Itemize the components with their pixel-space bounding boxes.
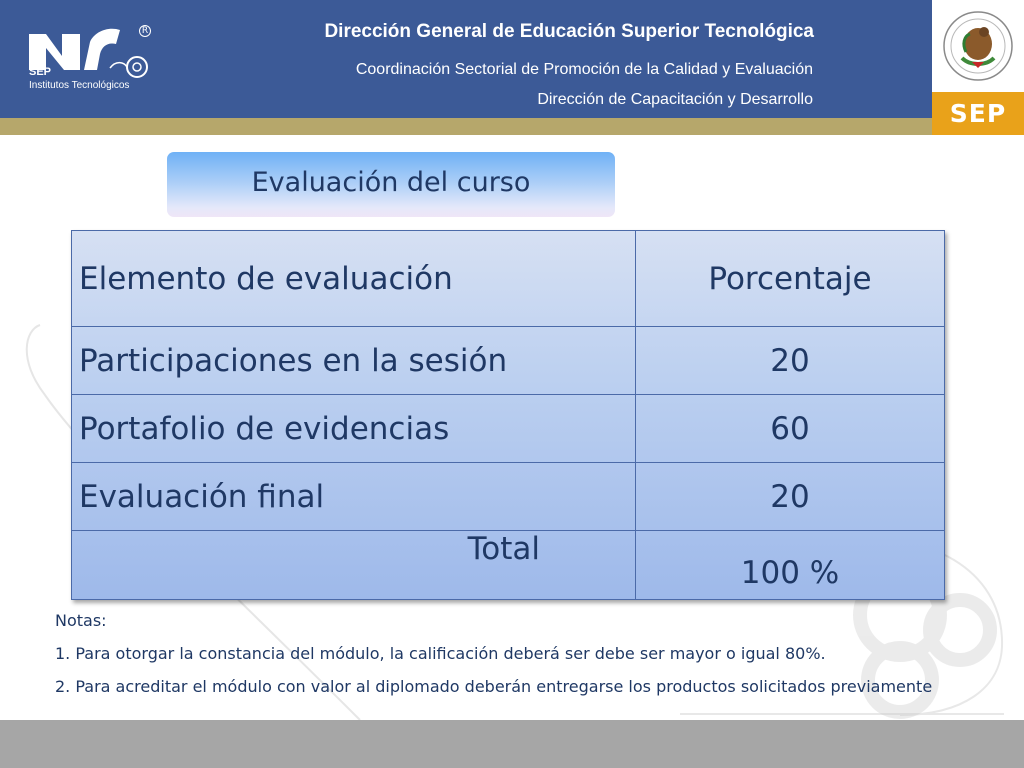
table-row — [72, 395, 945, 463]
row-label: Participaciones en la sesión — [72, 327, 636, 395]
table-total-row — [72, 531, 945, 600]
logo-subtitle: Institutos Tecnológicos — [29, 80, 130, 91]
note-item: 1. Para otorgar la constancia del módulo, la calificación deberá ser debe ser mayor o igual 80%. — [55, 644, 826, 663]
evaluation-table-grid — [71, 230, 945, 600]
header-subtitle-2: Dirección de Capacitación y Desarrollo — [537, 91, 813, 108]
table-row — [72, 463, 945, 531]
table-row — [72, 327, 945, 395]
row-value: 20 — [636, 463, 945, 531]
header-cell-percentage: Porcentaje — [636, 231, 945, 327]
row-value: 20 — [636, 327, 945, 395]
note-item: 2. Para acreditar el módulo con valor al diplomado deberán entregarse los productos solicitados previamente — [55, 677, 933, 696]
footer-bar — [0, 720, 1024, 768]
notes-section — [55, 607, 955, 700]
row-label: Evaluación final — [72, 463, 636, 531]
row-label: Portafolio de evidencias — [72, 395, 636, 463]
table-header-row — [72, 231, 945, 327]
logo-sep-text: SEP — [29, 66, 52, 78]
slide-title-box — [167, 152, 615, 217]
header-band — [0, 118, 932, 135]
slide-title: Evaluación del curso — [251, 167, 531, 198]
sep-badge-text: SEP — [949, 99, 1007, 128]
eagle-seal-icon — [932, 0, 1024, 92]
row-value: 60 — [636, 395, 945, 463]
total-label: Total — [72, 531, 636, 600]
header-bar — [0, 0, 932, 118]
header-subtitle-1: Coordinación Sectorial de Promoción de la Calidad y Evaluación — [355, 61, 813, 78]
notes-heading: Notas: — [55, 611, 107, 630]
mexico-seal — [932, 0, 1024, 92]
total-value: 100 % — [636, 531, 945, 600]
header-cell-element: Elemento de evaluación — [72, 231, 636, 327]
sep-badge — [932, 92, 1024, 135]
registered-mark-icon: R — [139, 25, 151, 37]
header-title: Dirección General de Educación Superior Tecnológica — [324, 21, 814, 42]
evaluation-table — [71, 230, 945, 600]
